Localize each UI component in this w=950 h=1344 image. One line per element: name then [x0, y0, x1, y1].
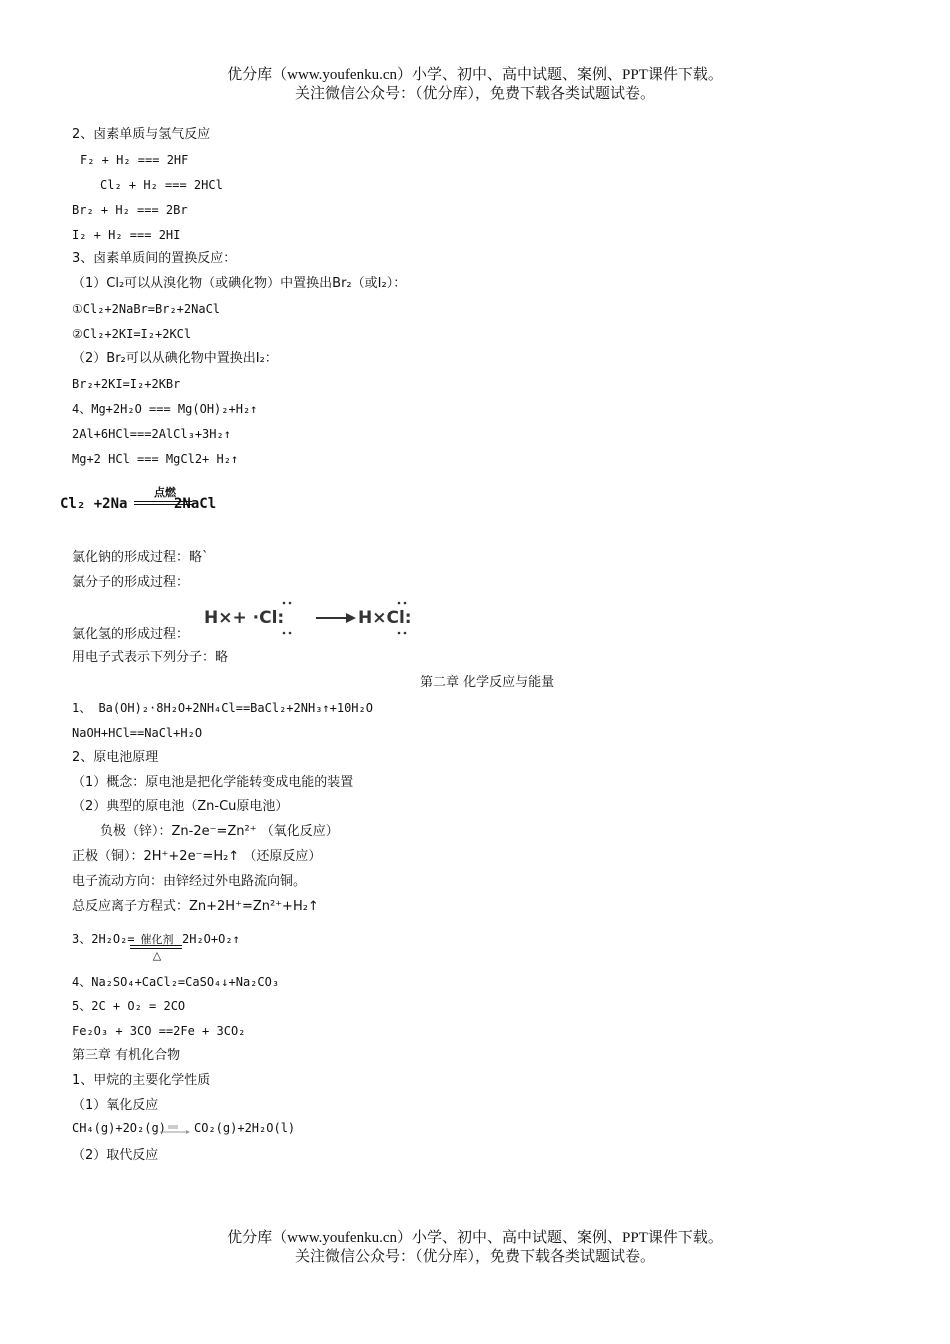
equation-br2-h2: Br₂ + H₂ === 2Br — [72, 203, 188, 217]
equation-naoh-hcl: NaOH+HCl==NaCl+H₂O — [72, 726, 203, 740]
methane-properties: 1、甲烷的主要化学性质 — [72, 1073, 211, 1088]
cl2-formation: 氯分子的形成过程： — [72, 575, 190, 590]
header-line-1: 优分库（www.youfenku.cn）小学、初中、高中试题、案例、PPT课件下载。 — [227, 67, 723, 83]
equation-al-hcl: 2Al+6HCl===2AlCl₃+3H₂↑ — [72, 427, 231, 441]
hcl-formation: 氯化氢的形成过程： — [72, 627, 190, 642]
substitution-reaction: （2）取代反应 — [72, 1148, 159, 1163]
equation-ch4-figure — [72, 1118, 332, 1140]
equation-cl2-na-figure — [60, 484, 230, 516]
equation-baoh2: 1、 Ba(OH)₂·8H₂O+2NH₄Cl==BaCl₂+2NH₃↑+10H₂O — [72, 701, 373, 715]
note-br2-displacement: （2）Br₂可以从碘化物中置换出I₂： — [72, 351, 278, 366]
oxidation-reaction: （1）氧化反应 — [72, 1098, 159, 1113]
chapter-2-title: 第二章 化学反应与能量 — [420, 675, 555, 690]
positive-electrode: 正极（铜）：2H⁺+2e⁻=H₂↑ （还原反应） — [72, 849, 322, 864]
equation-h2o2-figure — [72, 928, 272, 964]
equation-mg-h2o: 4、Mg+2H₂O === Mg(OH)₂+H₂↑ — [72, 402, 258, 416]
electron-formula-note: 用电子式表示下列分子：略 — [72, 650, 229, 665]
equation-cl2-h2: Cl₂ + H₂ === 2HCl — [100, 178, 223, 192]
electron-flow: 电子流动方向：由锌经过外电路流向铜。 — [72, 874, 307, 889]
equation-cl2-ki: ②Cl₂+2KI=I₂+2KCl — [72, 327, 192, 341]
header-line-2: 关注微信公众号：（优分库），免费下载各类试题试卷。 — [294, 86, 655, 102]
equation-c-o2: 5、2C + O₂ = 2CO — [72, 999, 186, 1013]
equation-ch4-right: CO₂(g)+2H₂O(l) — [194, 1121, 296, 1135]
section-halogen-displacement: 3、卤素单质间的置换反应： — [72, 251, 237, 266]
hcl-reactants: H×+ ·Cl: — [204, 608, 285, 628]
equation-cl2-na-left: Cl₂ +2Na — [60, 496, 128, 512]
galvanic-typical: （2）典型的原电池（Zn-Cu原电池） — [72, 799, 289, 814]
equation-f2-h2: F₂ + H₂ === 2HF — [80, 153, 189, 167]
equation-cl2-nabr: ①Cl₂+2NaBr=Br₂+2NaCl — [72, 302, 221, 316]
page-footer — [0, 1229, 950, 1267]
total-ionic-equation: 总反应离子方程式：Zn+2H⁺=Zn²⁺+H₂↑ — [72, 899, 319, 914]
footer-line-2: 关注微信公众号：（优分库），免费下载各类试题试卷。 — [294, 1249, 655, 1265]
equation-mg-hcl: Mg+2 HCl === MgCl2+ H₂↑ — [72, 452, 239, 466]
page-header — [0, 66, 950, 104]
chapter-3-title: 第三章 有机化合物 — [72, 1048, 181, 1063]
section-galvanic-cell: 2、原电池原理 — [72, 750, 159, 765]
equation-i2-h2: I₂ + H₂ === 2HI — [72, 228, 181, 242]
nacl-formation: 氯化钠的形成过程：略` — [72, 550, 209, 565]
equation-br2-ki: Br₂+2KI=I₂+2KBr — [72, 377, 181, 391]
footer-line-1: 优分库（www.youfenku.cn）小学、初中、高中试题、案例、PPT课件下载。 — [227, 1230, 723, 1246]
note-cl2-displacement: （1）Cl₂可以从溴化物（或碘化物）中置换出Br₂（或I₂）： — [72, 276, 407, 291]
section-halogen-hydrogen: 2、卤素单质与氢气反应 — [72, 127, 211, 142]
condition-heat: △ — [152, 949, 162, 962]
equation-cl2-na-right: 2NaCl — [174, 496, 217, 512]
hcl-product: H×Cl: — [358, 608, 412, 628]
condition-ignite: 点燃 — [154, 486, 176, 499]
equation-ch4-left: CH₄(g)+2O₂(g) — [72, 1121, 166, 1135]
hcl-electron-dot-figure — [200, 598, 430, 638]
galvanic-concept: （1）概念：原电池是把化学能转变成电能的装置 — [72, 775, 354, 790]
condition-catalyst: 催化剂 — [140, 933, 174, 946]
equation-fe2o3: Fe₂O₃ + 3CO ==2Fe + 3CO₂ — [72, 1024, 246, 1038]
equation-h2o2-right: 2H₂O+O₂↑ — [182, 932, 240, 946]
equation-na2so4: 4、Na₂SO₄+CaCl₂=CaSO₄↓+Na₂CO₃ — [72, 975, 280, 989]
arrow-small-icon — [158, 1122, 192, 1136]
equation-h2o2-left: 3、2H₂O₂= — [72, 932, 135, 946]
negative-electrode: 负极（锌）：Zn-2e⁻=Zn²⁺ （氧化反应） — [100, 824, 339, 839]
